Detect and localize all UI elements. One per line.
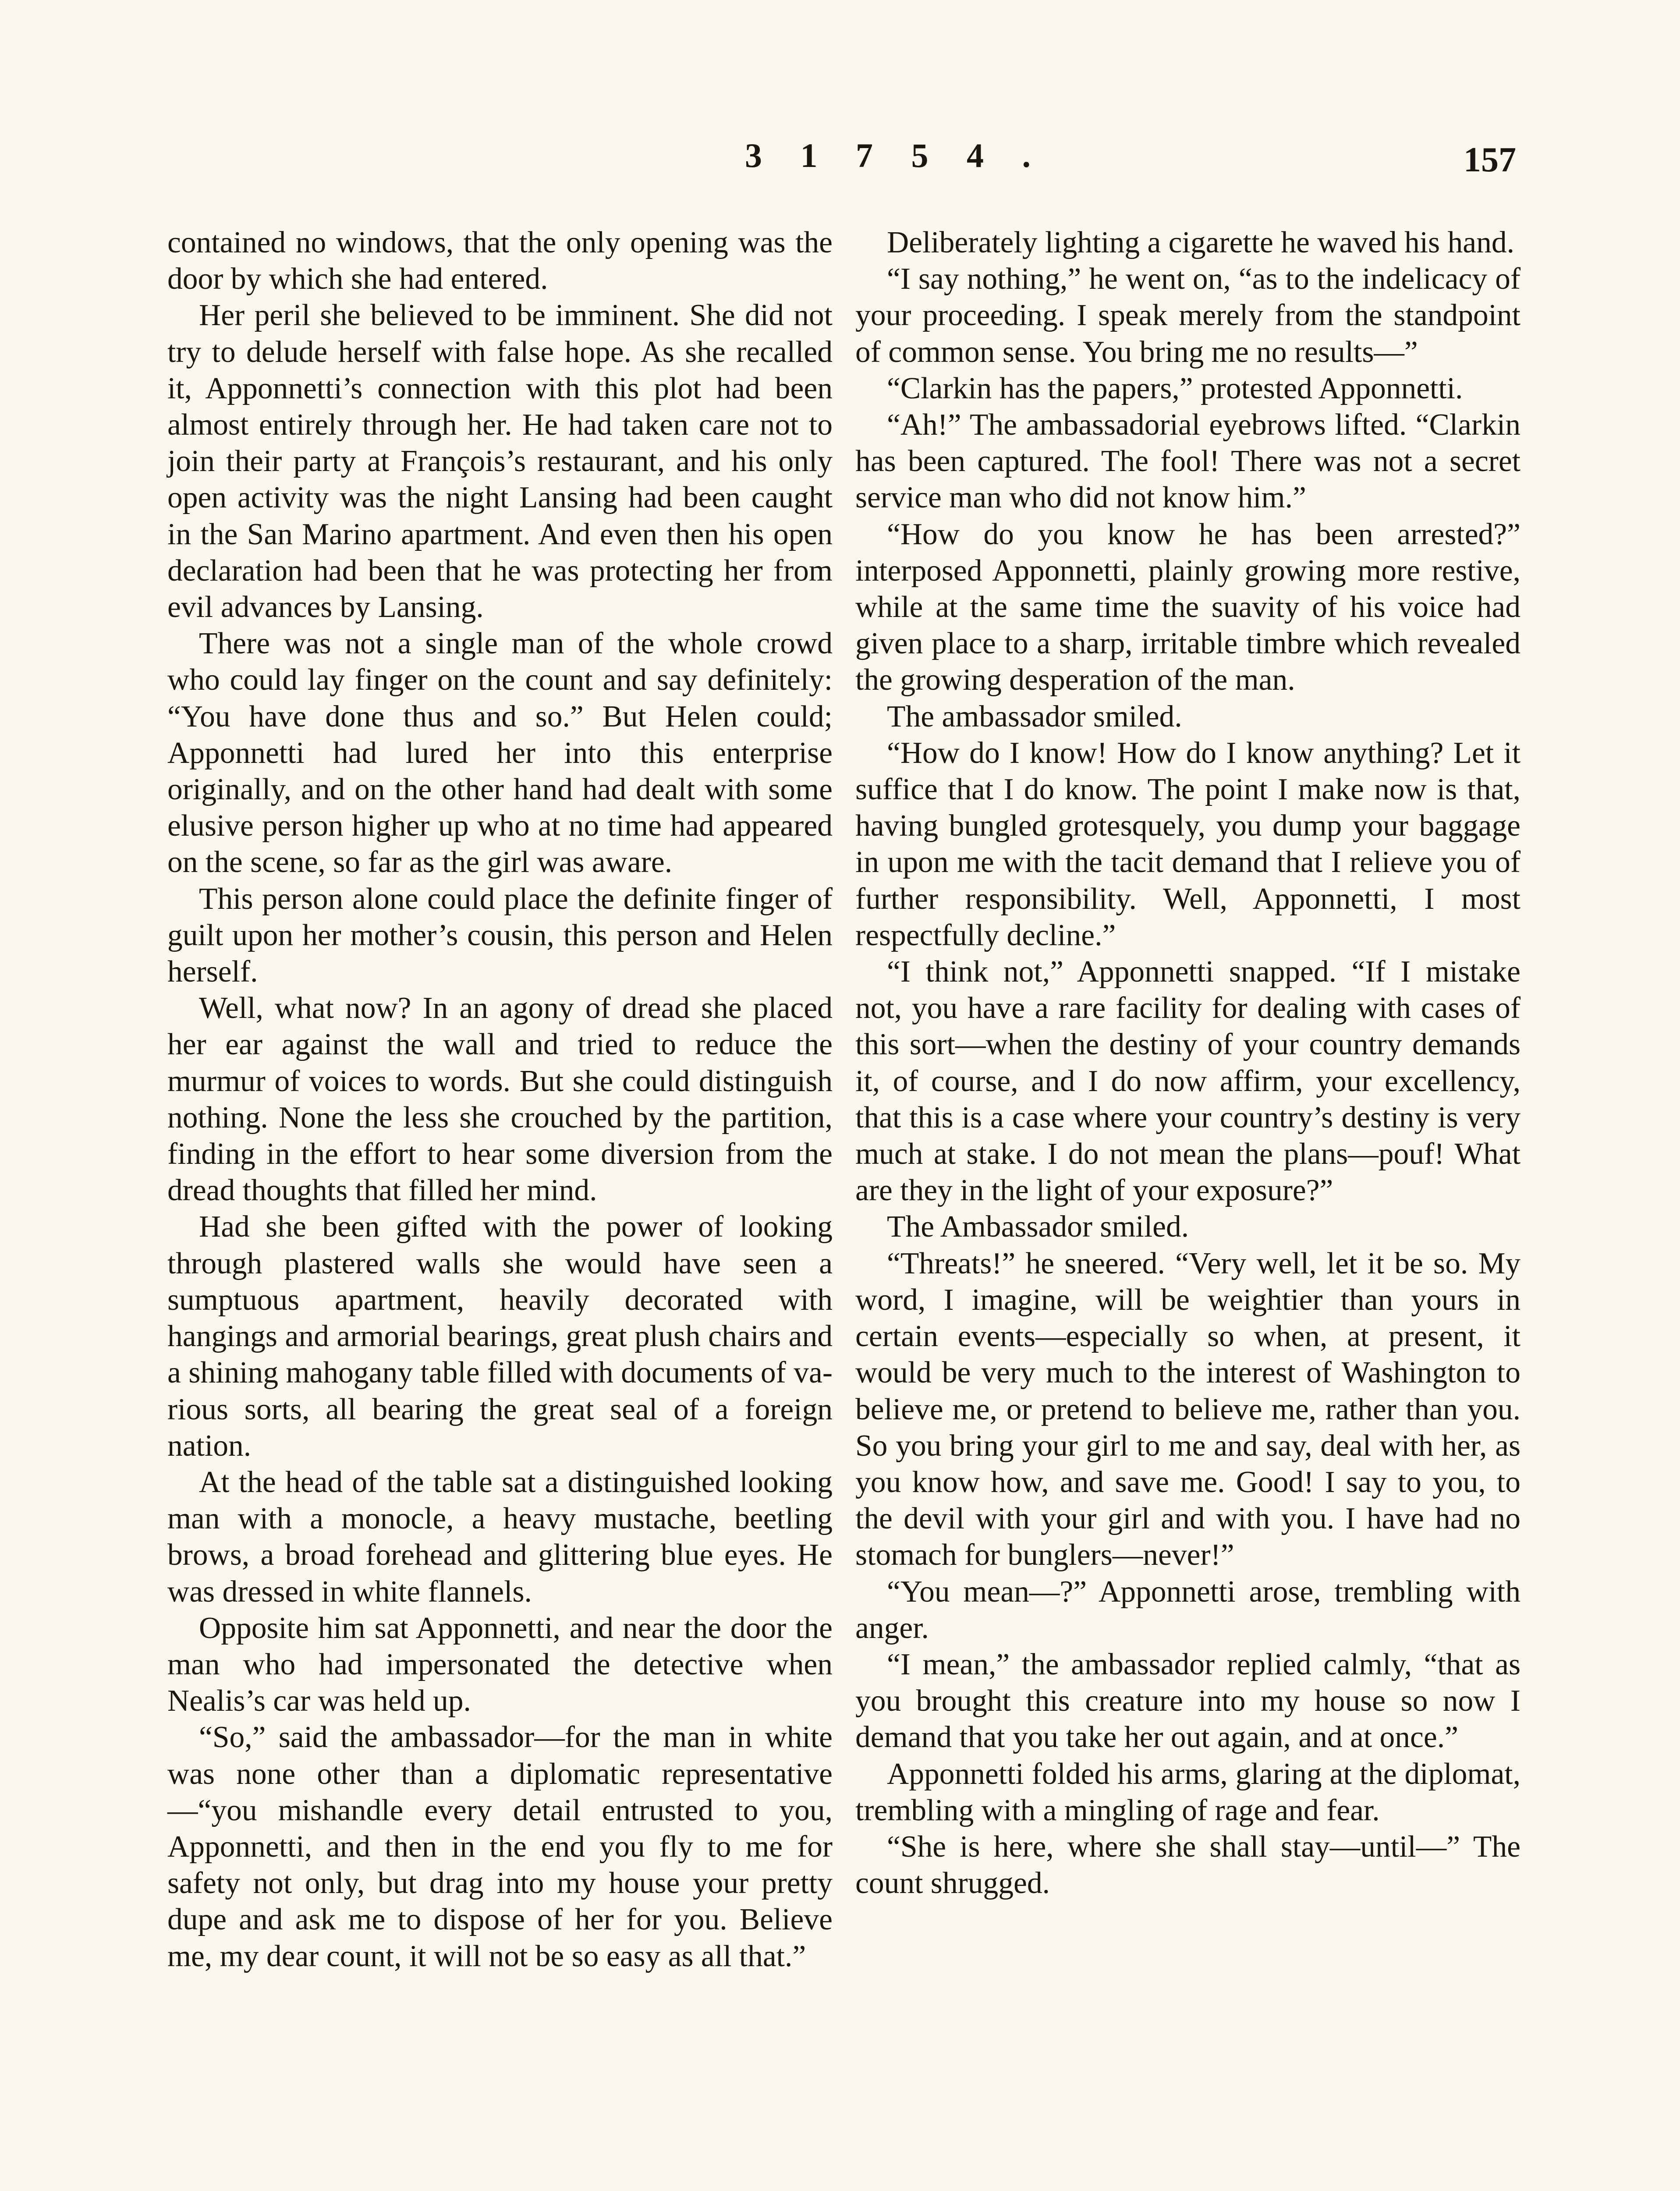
- paragraph: There was not a single man of the whole crowd who could lay finger on the count and say definitely: “You have done thus and so.” But Helen could; Apponnetti had lured her into this enterprise originally, and on the other hand had dealt with some elusive person higher up who at no time had appeared on the scene, so far as the girl was aware.: [167, 627, 833, 879]
- paragraph: Well, what now? In an agony of dread she placed her ear against the wall and tried to reduce the murmur of voices to words. But she could distinguish nothing. None the less she crouched by the partition, finding in the effort to hear some diversion from the dread thoughts that filled her mind.: [167, 991, 833, 1208]
- paragraph: This person alone could place the definite finger of guilt upon her mother’s cousin, this person and Helen herself.: [167, 882, 833, 989]
- paragraph: Opposite him sat Apponnetti, and near the door the man who had impersonated the detective when Nealis’s car was held up.: [167, 1611, 833, 1718]
- paragraph: “Clarkin has the papers,” protested Apponnetti.: [887, 371, 1463, 405]
- paragraph: The Ambassador smiled.: [887, 1210, 1189, 1244]
- paragraph: “I say nothing,” he went on, “as to the indelicacy of your proceeding. I speak merely from the standpoint of common sense. You bring me no results—”: [855, 262, 1521, 369]
- paragraph: The ambassador smiled.: [887, 699, 1182, 734]
- left-column: [167, 224, 833, 1975]
- paragraph: Deliberately lighting a cigarette he waved his hand.: [887, 226, 1514, 259]
- paragraph: “I mean,” the ambassador replied calmly, “that as you brought this creature into my house so now I demand that you take her out again, and at once.”: [855, 1647, 1521, 1755]
- paragraph: At the head of the table sat a distinguished looking man with a monocle, a heavy mustache, beetling brows, a broad forehead and glittering blue eyes. He was dressed in white flannels.: [167, 1465, 833, 1609]
- paragraph: “So,” said the ambassador—for the man in white was none other than a diplomatic representative—“you mishandle every detail entrusted to you, Apponnetti, and then in the end you fly to me for safety not only, but drag into my house your pretty dupe and ask me to dispose of her for you. Believe me, my dear count, it will not be so easy as all that.”: [167, 1720, 833, 1973]
- paragraph: Apponnetti folded his arms, glaring at the diplomat, trembling with a mingling of rage and fear.: [855, 1757, 1521, 1827]
- right-column: [855, 224, 1521, 1901]
- paragraph: “I think not,” Apponnetti snapped. “If I mistake not, you have a rare facility for dealing with cases of this sort—when the destiny of your country demands it, of course, and I do now affirm, your excellency, that this is a case where your country’s destiny is very much at stake. I do not mean the plans—pouf! What are they in the light of your exposure?”: [855, 955, 1521, 1208]
- paragraph: “Threats!” he sneered. “Very well, let it be so. My word, I imagine, will be weightier than yours in certain events—especially so when, at present, it would be very much to the interest of Washington to believe me, or pretend to believe me, rather than you. So you bring your girl to me and say, deal with her, as you know how, and save me. Good! I say to you, to the devil with your girl and with you. I have had no stomach for bunglers—never!”: [855, 1246, 1521, 1572]
- paragraph: Had she been gifted with the power of looking through plastered walls she would have seen a sumptuous apartment, heavily decorated with hangings and armorial bearings, great plush chairs and a shining mahogany table filled with documents of various sorts, all bearing the great seal of a foreign nation.: [167, 1210, 833, 1463]
- paragraph: “How do I know! How do I know anything? Let it suffice that I do know. The point I make now is that, having bungled grotesquely, you dump your baggage in upon me with the tacit demand that I relieve you of further responsibility. Well, Apponnetti, I most respectfully decline.”: [855, 736, 1521, 952]
- issue-number: 3 1 7 5 4 .: [745, 136, 1046, 174]
- page-number: 157: [1464, 141, 1516, 179]
- paragraph: “Ah!” The ambassadorial eyebrows lifted. “Clarkin has been captured. The fool! There was not a secret service man who did not know him.”: [855, 408, 1521, 515]
- paragraph: “How do you know he has been arrested?” interposed Apponnetti, plainly growing more restive, while at the same time the suavity of his voice had given place to a sharp, irritable timbre which revealed the growing desperation of the man.: [855, 517, 1521, 697]
- paragraph: “You mean—?” Apponnetti arose, trembling with anger.: [855, 1574, 1521, 1645]
- paragraph: Her peril she believed to be imminent. She did not try to delude herself with false hope. As she recalled it, Apponnetti’s connection with this plot had been almost entirely through her. He had taken care not to join their party at François’s restaurant, and his only open activity was the night Lansing had been caught in the San Marino apartment. And even then his open declaration had been that he was protecting her from evil advances by Lansing.: [167, 298, 833, 624]
- paragraph: “She is here, where she shall stay—until—” The count shrugged.: [855, 1829, 1521, 1900]
- page-header: [0, 136, 1680, 188]
- paragraph: contained no windows, that the only opening was the door by which she had entered.: [167, 226, 833, 296]
